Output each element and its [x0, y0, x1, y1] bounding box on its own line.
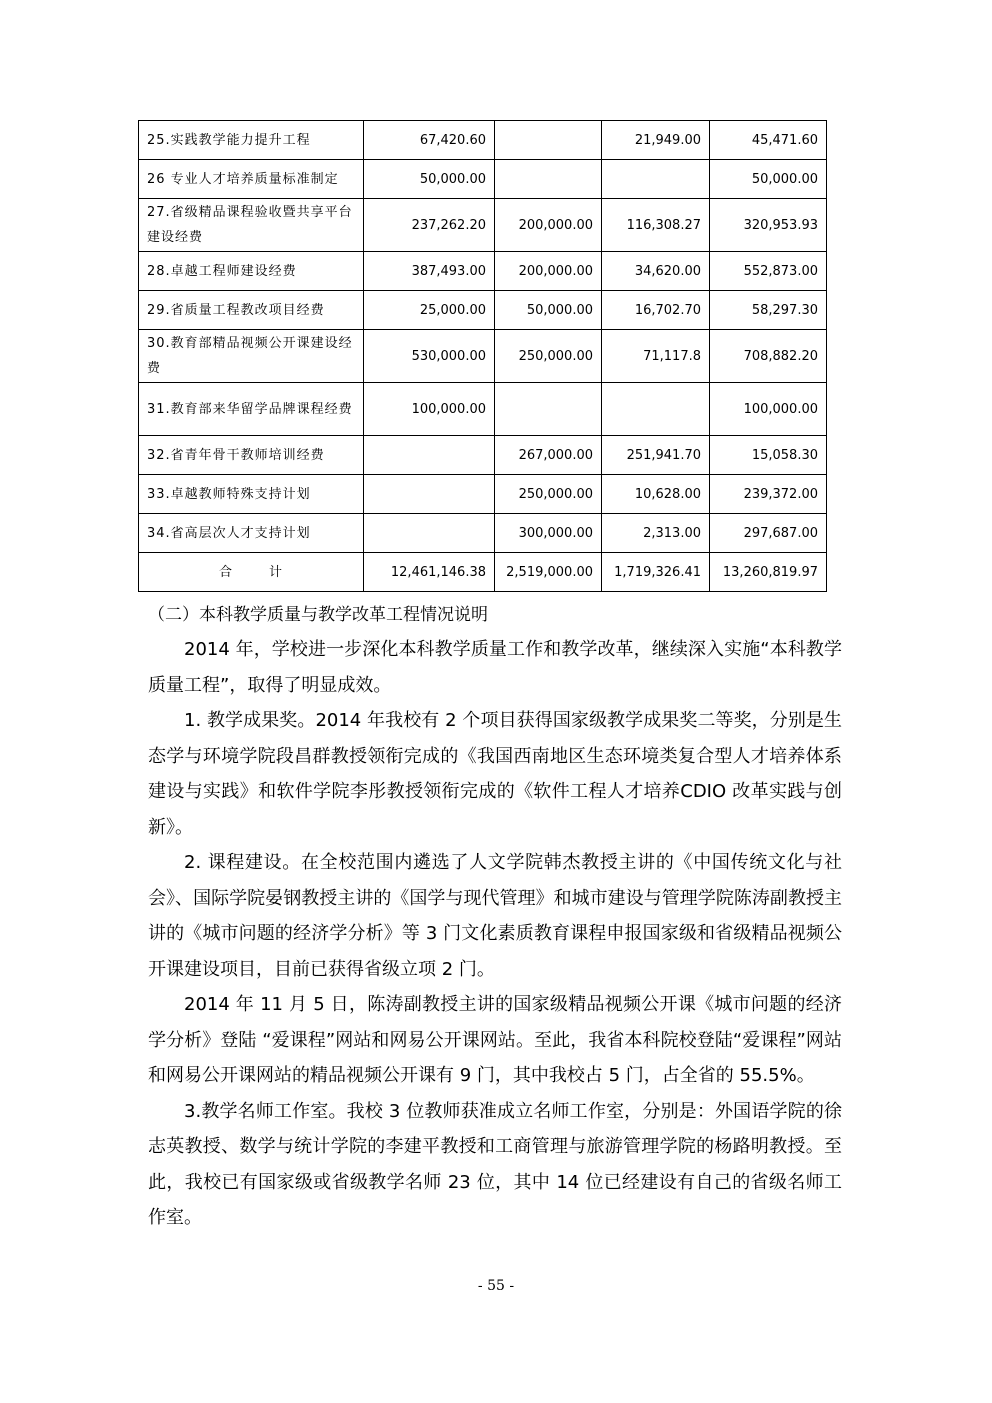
- table-row: [139, 383, 827, 436]
- item-name: 25.实践教学能力提升工程: [139, 121, 364, 160]
- page-number: - 55 -: [477, 1278, 515, 1294]
- table-row: [139, 252, 827, 291]
- amount-cell: 50,000.00: [710, 160, 827, 199]
- amount-cell: 25,000.00: [364, 291, 495, 330]
- amount-cell: 320,953.93: [710, 199, 827, 252]
- amount-cell: 58,297.30: [710, 291, 827, 330]
- table-row: [139, 199, 827, 252]
- amount-cell: 200,000.00: [495, 252, 602, 291]
- amount-cell: 50,000.00: [364, 160, 495, 199]
- amount-cell: [364, 514, 495, 553]
- table-row: [139, 291, 827, 330]
- table-row: [139, 160, 827, 199]
- amount-cell: [364, 475, 495, 514]
- table-row: [139, 514, 827, 553]
- paragraph: 3.教学名师工作室。我校 3 位教师获准成立名师工作室，分别是：外国语学院的徐志英教授、数学与统计学院的李建平教授和工商管理与旅游管理学院的杨路明教授。至此，我校已有国家级或省级教学名师 23 位，其中 14 位已经建设有自己的省级名师工作室。: [148, 1100, 842, 1228]
- paragraph: 1. 教学成果奖。2014 年我校有 2 个项目获得国家级教学成果奖二等奖，分别是生态学与环境学院段昌群教授领衔完成的《我国西南地区生态环境类复合型人才培养体系建设与实践》和软件学院李彤教授领衔完成的《软件工程人才培养CDIO 改革实践与创新》。: [148, 710, 842, 838]
- amount-cell: 15,058.30: [710, 436, 827, 475]
- amount-cell: 250,000.00: [495, 330, 602, 383]
- amount-cell: 100,000.00: [364, 383, 495, 436]
- item-name: 29.省质量工程教改项目经费: [139, 291, 364, 330]
- section-title: （二）本科教学质量与教学改革工程情况说明: [148, 605, 488, 625]
- total-amount: 13,260,819.97: [710, 553, 827, 592]
- amount-cell: [495, 160, 602, 199]
- total-amount: 12,461,146.38: [364, 553, 495, 592]
- item-name: 26 专业人才培养质量标准制定: [139, 160, 364, 199]
- amount-cell: 116,308.27: [602, 199, 710, 252]
- amount-cell: 237,262.20: [364, 199, 495, 252]
- amount-cell: [602, 160, 710, 199]
- item-name: 30.教育部精品视频公开课建设经费: [139, 330, 364, 383]
- amount-cell: 10,628.00: [602, 475, 710, 514]
- total-label: [139, 553, 364, 592]
- amount-cell: 267,000.00: [495, 436, 602, 475]
- table-row: [139, 475, 827, 514]
- amount-cell: 45,471.60: [710, 121, 827, 160]
- total-label-b: 计: [269, 564, 284, 580]
- item-name: 34.省高层次人才支持计划: [139, 514, 364, 553]
- amount-cell: 297,687.00: [710, 514, 827, 553]
- item-name: 31.教育部来华留学品牌课程经费: [139, 383, 364, 436]
- amount-cell: 250,000.00: [495, 475, 602, 514]
- item-name: 32.省青年骨干教师培训经费: [139, 436, 364, 475]
- table-row: [139, 121, 827, 160]
- table-row: [139, 436, 827, 475]
- paragraph: 2. 课程建设。在全校范围内遴选了人文学院韩杰教授主讲的《中国传统文化与社会》、国际学院晏钢教授主讲的《国学与现代管理》和城市建设与管理学院陈涛副教授主讲的《城市问题的经济学分析》等 3 门文化素质教育课程申报国家级和省级精品视频公开课建设项目，目前已获得省级立项 2 门。: [148, 852, 842, 980]
- body-text: [148, 632, 842, 1236]
- item-name: 33.卓越教师特殊支持计划: [139, 475, 364, 514]
- amount-cell: 387,493.00: [364, 252, 495, 291]
- total-amount: 2,519,000.00: [495, 553, 602, 592]
- amount-cell: 2,313.00: [602, 514, 710, 553]
- funding-table: [138, 120, 827, 592]
- amount-cell: [602, 383, 710, 436]
- paragraph: 2014 年 11 月 5 日，陈涛副教授主讲的国家级精品视频公开课《城市问题的经济学分析》登陆 “爱课程”网站和网易公开课网站。至此，我省本科院校登陆“爱课程”网站和网易公开课网站的精品视频公开课有 9 门，其中我校占 5 门，占全省的 55.5%。: [148, 994, 842, 1086]
- item-name: 27.省级精品课程验收暨共享平台建设经费: [139, 199, 364, 252]
- amount-cell: 50,000.00: [495, 291, 602, 330]
- total-amount: 1,719,326.41: [602, 553, 710, 592]
- amount-cell: 200,000.00: [495, 199, 602, 252]
- amount-cell: [495, 121, 602, 160]
- amount-cell: 530,000.00: [364, 330, 495, 383]
- amount-cell: 34,620.00: [602, 252, 710, 291]
- amount-cell: 67,420.60: [364, 121, 495, 160]
- amount-cell: 251,941.70: [602, 436, 710, 475]
- total-row: [139, 553, 827, 592]
- paragraph: 2014 年，学校进一步深化本科教学质量工作和教学改革，继续深入实施“本科教学质量工程”，取得了明显成效。: [148, 639, 842, 696]
- amount-cell: 71,117.8: [602, 330, 710, 383]
- total-label-a: 合: [218, 564, 233, 580]
- amount-cell: 239,372.00: [710, 475, 827, 514]
- amount-cell: 21,949.00: [602, 121, 710, 160]
- amount-cell: 16,702.70: [602, 291, 710, 330]
- amount-cell: 300,000.00: [495, 514, 602, 553]
- item-name: 28.卓越工程师建设经费: [139, 252, 364, 291]
- table-row: [139, 330, 827, 383]
- amount-cell: 708,882.20: [710, 330, 827, 383]
- amount-cell: [495, 383, 602, 436]
- amount-cell: 100,000.00: [710, 383, 827, 436]
- amount-cell: 552,873.00: [710, 252, 827, 291]
- amount-cell: [364, 436, 495, 475]
